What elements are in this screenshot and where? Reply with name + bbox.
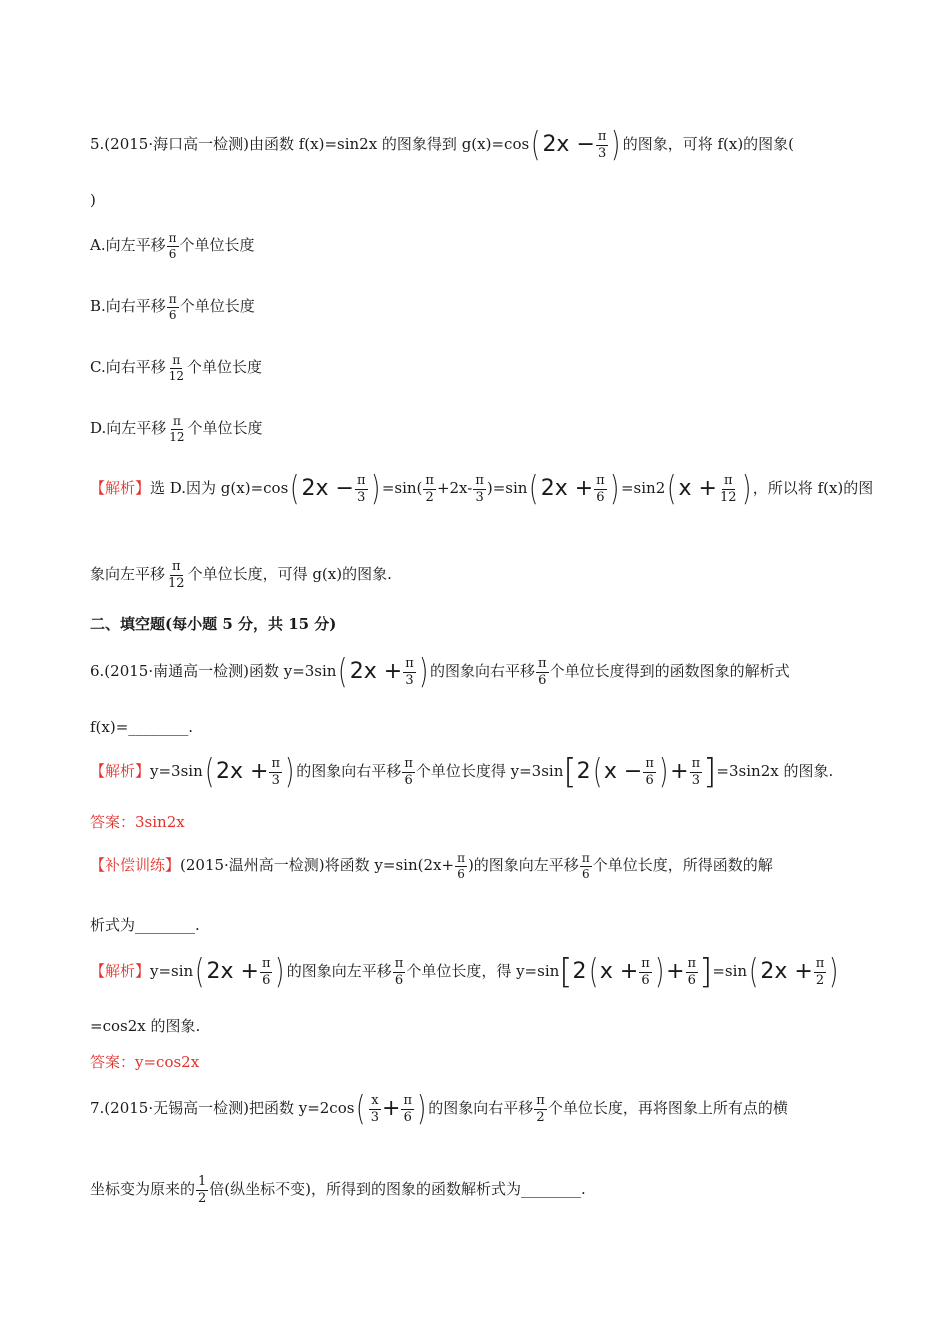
fraction: $\frac{\pi}{6}$ <box>596 472 605 505</box>
fraction: $\frac{\pi}{12}$ <box>719 472 737 505</box>
fraction: $\frac{\pi}{6}$ <box>538 655 547 688</box>
fraction: $\frac{\pi}{6}$ <box>457 851 465 881</box>
fraction: $\frac{\pi}{6}$ <box>687 955 697 988</box>
fraction: $\frac{\pi}{6}$ <box>168 231 177 261</box>
fraction: $\frac{\pi}{3}$ <box>475 472 484 505</box>
extra-analysis: 【解析】y=sin(2x + $\frac{\pi}{6}$ ) 的图象向左平移 $\frac{\pi}{6}$ 个单位长度，得 y=sin[2(x + $\frac{\pi}{6}$ )+ $\frac{\pi}{6}$ ]=sin(2x + $\frac{\pi}{2}$ ) <box>90 952 839 992</box>
analysis-tag: 【解析】 <box>90 962 151 980</box>
extra-analysis-line2: =cos2x 的图象. <box>90 1017 201 1035</box>
q5-option-d[interactable]: D.向左平移 $\frac{\pi}{12}$ 个单位长度 <box>90 414 263 444</box>
fraction: $\frac{\pi}{3}$ <box>405 655 414 688</box>
extra-stem-line2: 析式为________. <box>90 916 200 934</box>
fraction: $\frac{\pi}{6}$ <box>581 851 590 881</box>
fraction: $\frac{\pi}{3}$ <box>357 472 366 505</box>
analysis-tag: 【解析】 <box>90 479 151 497</box>
fraction: $\frac{\pi}{6}$ <box>641 955 650 988</box>
fraction: $\frac{\pi}{12}$ <box>169 414 185 444</box>
q5-stem-close: ) <box>90 191 96 209</box>
q6-analysis: 【解析】y=3sin(2x + $\frac{\pi}{3}$ ) 的图象向右平移 $\frac{\pi}{6}$ 个单位长度得 y=3sin[2(x − $\frac{\pi}{6}$ )+ $\frac{\pi}{3}$ ]=3sin2x 的图象. <box>90 752 834 792</box>
analysis-tag: 【解析】 <box>90 762 151 780</box>
fraction: $\frac{\pi}{3}$ <box>597 128 607 161</box>
extra-tag: 【补偿训练】 <box>90 856 181 875</box>
paren-close: ) <box>611 125 621 165</box>
fraction: $\frac{\pi}{6}$ <box>403 1092 412 1125</box>
q5-option-b[interactable]: B.向右平移 $\frac{\pi}{6}$ 个单位长度 <box>90 292 255 322</box>
section-title: 二、填空题(每小题 5 分，共 15 分) <box>90 615 337 633</box>
fraction: $\frac{\pi}{12}$ <box>168 353 184 383</box>
q5-stem-text: 5.(2015·海口高一检测)由函数 f(x)=sin2x 的图象得到 g(x)=cos <box>90 135 530 153</box>
paren-open: ( <box>531 125 541 165</box>
fraction: $\frac{x}{3}$ <box>370 1092 379 1125</box>
fraction: $\frac{1}{2}$ <box>198 1174 207 1206</box>
extra-stem-line1: 【补偿训练】(2015·温州高一检测)将函数 y=sin(2x+ $\frac{\pi}{6}$ )的图象向左平移 $\frac{\pi}{6}$ 个单位长度，所得函数的解 <box>90 851 773 881</box>
fraction: $\frac{\pi}{6}$ <box>404 755 413 788</box>
q5-analysis-line2: 象向左平移 $\frac{\pi}{12}$ 个单位长度，可得 g(x)的图象. <box>90 559 392 591</box>
q5-stem-line1 <box>90 125 795 165</box>
q5-option-c[interactable]: C.向右平移 $\frac{\pi}{12}$ 个单位长度 <box>90 353 263 383</box>
q7-stem-line1: 7.(2015·无锡高一检测)把函数 y=2cos( $\frac{x}{3}$ + $\frac{\pi}{6}$ ) 的图象向右平移 $\frac{\pi}{2}$ 个单位长度，再将图象上所有点的横 <box>90 1089 788 1129</box>
q6-answer: 答案：3sin2x <box>90 813 185 831</box>
fraction: $\frac{\pi}{2}$ <box>815 955 825 988</box>
q5-stem-text-b: 的图象，可将 f(x)的图象( <box>622 135 795 153</box>
q6-stem-line2: f(x)=________. <box>90 718 194 736</box>
fraction: $\frac{\pi}{3}$ <box>691 755 701 788</box>
q5-analysis-line1: 【解析】选 D.因为 g(x)=cos(2x − $\frac{\pi}{3}$ ) =sin( $\frac{\pi}{2}$ +2x- $\frac{\pi}{3}$ )=sin(2x + $\frac{\pi}{6}$ ) =sin2(x + $\frac{\pi}{12}$ ) ，所以将 f(x)的图 <box>90 469 874 509</box>
q5-expr: 2x − <box>542 132 595 157</box>
q6-stem-line1: 6.(2015·南通高一检测)函数 y=3sin(2x + $\frac{\pi}{3}$ ) 的图象向右平移 $\frac{\pi}{6}$ 个单位长度得到的函数图象的解析式 <box>90 652 790 692</box>
fraction: $\frac{\pi}{6}$ <box>168 292 177 322</box>
fraction: $\frac{\pi}{3}$ <box>271 755 281 788</box>
fraction: $\frac{\pi}{6}$ <box>645 755 654 788</box>
q5-stem-line2 <box>90 193 96 208</box>
q7-stem-line2: 坐标变为原来的 $\frac{1}{2}$ 倍(纵坐标不变)，所得到的图象的函数解析式为________. <box>90 1174 586 1206</box>
fraction: $\frac{\pi}{12}$ <box>168 559 185 591</box>
fraction: $\frac{\pi}{6}$ <box>261 955 271 988</box>
fraction: $\frac{\pi}{6}$ <box>394 955 404 988</box>
fraction: $\frac{\pi}{2}$ <box>425 472 434 505</box>
extra-answer: 答案：y=cos2x <box>90 1053 200 1071</box>
fraction: $\frac{\pi}{2}$ <box>536 1092 545 1125</box>
q5-option-a[interactable]: A.向左平移 $\frac{\pi}{6}$ 个单位长度 <box>90 231 255 261</box>
